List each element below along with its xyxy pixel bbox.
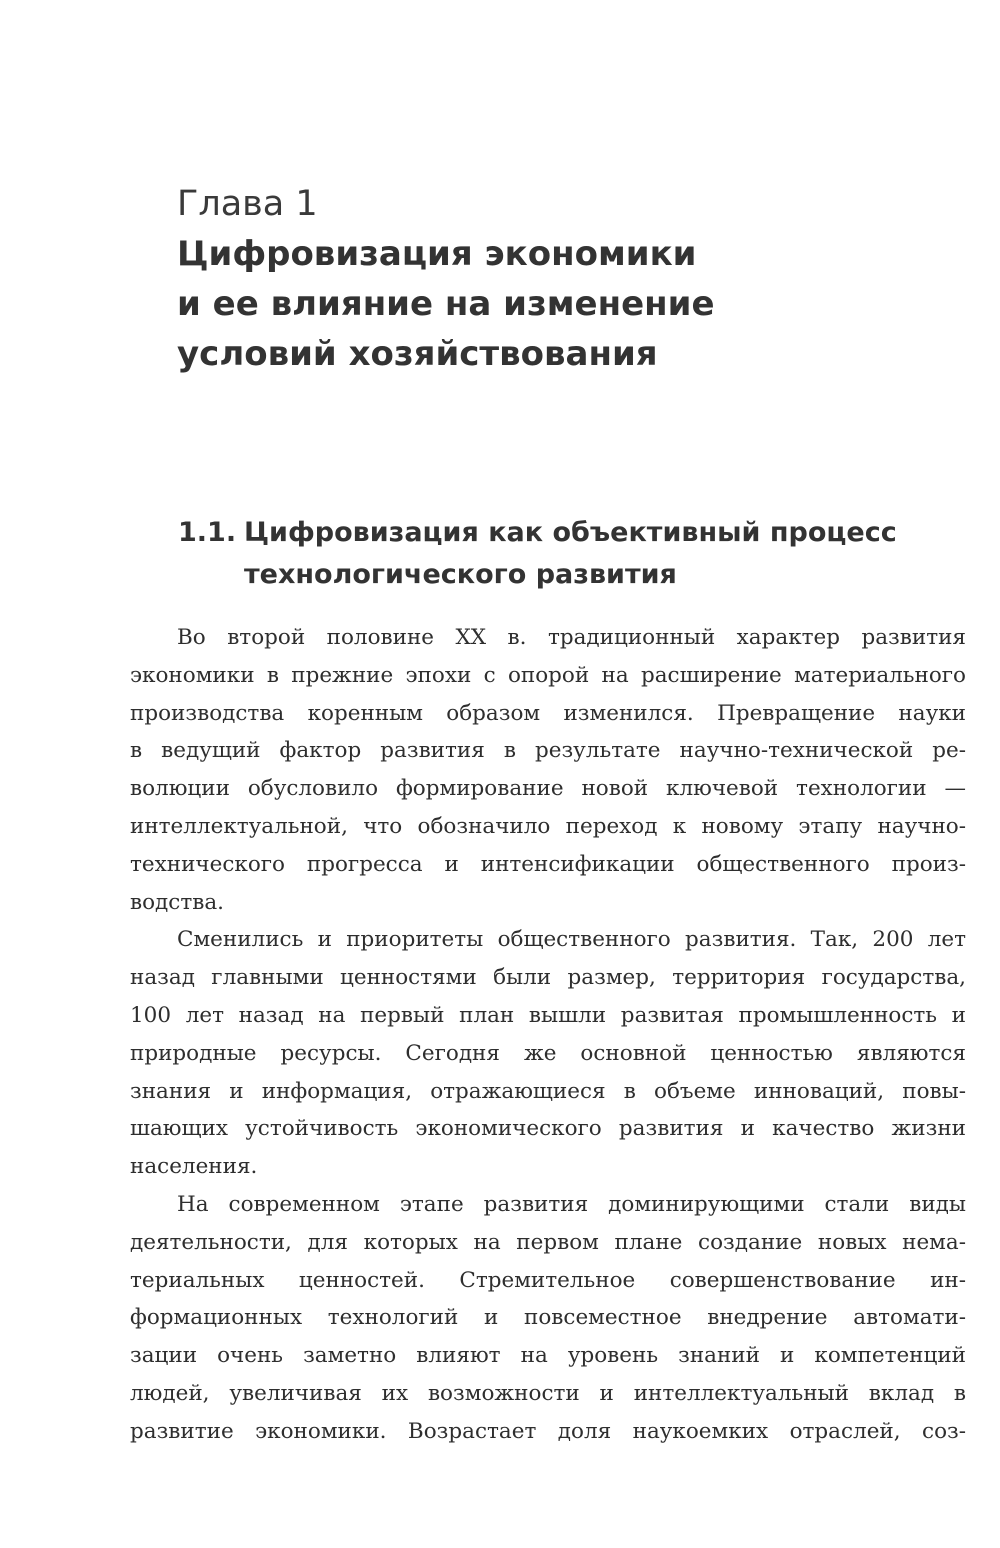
paragraph-line: 100 лет назад на первый план вышли развитая промышленность и <box>130 1002 966 1028</box>
chapter-title-line: Цифровизация экономики <box>177 234 697 274</box>
paragraph-line: знания и информация, отражающиеся в объеме инноваций, повы- <box>130 1078 966 1104</box>
section-number: 1.1. <box>178 517 237 548</box>
paragraph-line: шающих устойчивость экономического развития и качество жизни <box>130 1116 966 1142</box>
paragraph-line: производства коренным образом изменился. Превращение науки <box>130 700 966 726</box>
paragraph-line: экономики в прежние эпохи с опорой на расширение материального <box>130 662 966 688</box>
paragraph-line: технического прогресса и интенсификации общественного произ- <box>130 851 966 877</box>
body-text <box>130 619 966 1451</box>
section-heading <box>178 512 897 596</box>
section-title-line: Цифровизация как объективный процесс <box>244 517 897 548</box>
chapter-label: Глава 1 <box>177 184 318 224</box>
paragraph-line: интеллектуальной, что обозначило переход к новому этапу научно- <box>130 813 966 839</box>
paragraph-line: водства. <box>130 889 224 915</box>
section-heading-line <box>178 512 897 554</box>
paragraph-line: назад главными ценностями были размер, территория государства, <box>130 965 966 991</box>
paragraph-line: Во второй половине XX в. традиционный характер развития <box>177 625 966 650</box>
paragraph-line: волюции обусловило формирование новой ключевой технологии — <box>130 776 966 802</box>
paragraph-line: териальных ценностей. Стремительное совершенствование ин- <box>130 1267 966 1293</box>
paragraph-line: природные ресурсы. Сегодня же основной ценностью являются <box>130 1040 966 1066</box>
paragraph-line: На современном этапе развития доминирующими стали виды <box>177 1191 966 1217</box>
paragraph-line: развитие экономики. Возрастает доля наукоемких отраслей, соз- <box>130 1418 966 1444</box>
paragraph-line: зации очень заметно влияют на уровень знаний и компетенций <box>130 1343 966 1369</box>
section-title-line: технологического развития <box>244 559 677 590</box>
chapter-title-line: условий хозяйствования <box>177 334 658 374</box>
paragraph-line: формационных технологий и повсеместное внедрение автомати- <box>130 1305 966 1331</box>
chapter-title <box>177 229 715 379</box>
paragraph-line: населения. <box>130 1154 258 1180</box>
paragraph-line: Сменились и приоритеты общественного развития. Так, 200 лет <box>177 927 966 953</box>
paragraph-line: в ведущий фактор развития в результате научно-технической ре- <box>130 738 966 764</box>
paragraph-line: деятельности, для которых на первом плане создание новых нема- <box>130 1229 966 1255</box>
chapter-title-line: и ее влияние на изменение <box>177 284 715 324</box>
paragraph-line: людей, увеличивая их возможности и интеллектуальный вклад в <box>130 1380 966 1406</box>
